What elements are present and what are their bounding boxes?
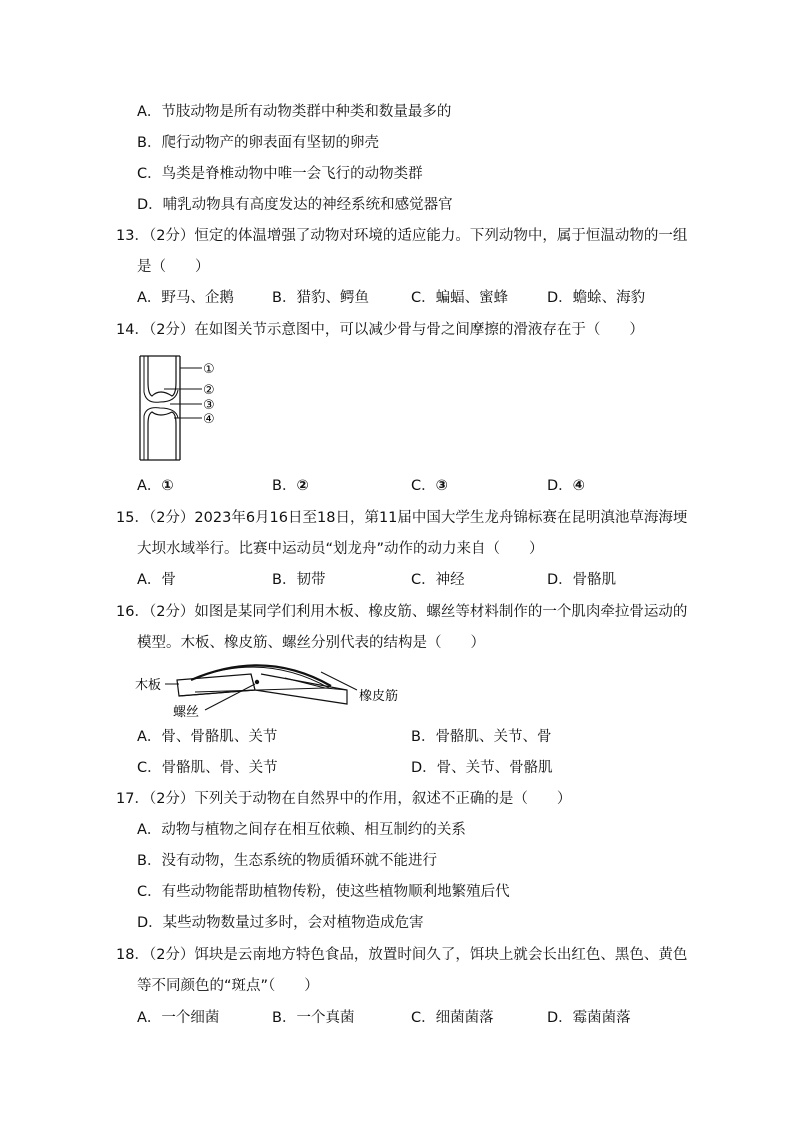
joint-diagram xyxy=(130,352,230,464)
q14-option-c-mark: ③ xyxy=(435,478,448,494)
q18-option-c: C．细菌菌落 xyxy=(411,1010,494,1026)
muscle-model-diagram xyxy=(135,660,415,720)
joint-label-1: ① xyxy=(203,362,215,377)
q13-stem-line2: 是（ ） xyxy=(137,259,210,275)
q15-option-c: C．神经 xyxy=(411,572,465,588)
joint-label-3: ③ xyxy=(203,398,215,413)
label-screw: 螺丝 xyxy=(173,705,200,720)
q17-stem-line1: 17．（2分）下列关于动物在自然界中的作用，叙述不正确的是（ ） xyxy=(116,791,572,807)
q14-option-c-letter: C． xyxy=(411,478,436,494)
q15-option-d: D．骨骼肌 xyxy=(547,572,617,588)
q13-stem-line1: 13．（2分）恒定的体温增强了动物对环境的适应能力。下列动物中，属于恒温动物的一组 xyxy=(116,228,688,244)
q16-option-b: B．骨骼肌、关节、骨 xyxy=(411,729,552,745)
q18-option-a: A．一个细菌 xyxy=(137,1010,220,1026)
q16-option-d: D．骨、关节、骨骼肌 xyxy=(411,760,553,776)
q14-option-d-mark: ④ xyxy=(572,478,585,494)
q13-option-b: B．猎豹、鳄鱼 xyxy=(272,290,369,306)
q13-option-d: D．蟾蜍、海豹 xyxy=(547,290,646,306)
q16-stem-line1: 16．（2分）如图是某同学们利用木板、橡皮筋、螺丝等材料制作的一个肌肉牵拉骨运动的 xyxy=(116,604,688,620)
q16-stem-line2: 模型。木板、橡皮筋、螺丝分别代表的结构是（ ） xyxy=(137,635,485,651)
q16-option-a: A．骨、骨骼肌、关节 xyxy=(137,729,278,745)
q16-option-c: C．骨骼肌、骨、关节 xyxy=(137,760,278,776)
q12-option-d: D．哺乳动物具有高度发达的神经系统和感觉器官 xyxy=(137,197,453,213)
q14-option-d-letter: D． xyxy=(547,478,573,494)
label-rubber-band: 橡皮筋 xyxy=(359,689,399,704)
q17-option-b: B．没有动物，生态系统的物质循环就不能进行 xyxy=(137,853,437,869)
q14-option-b xyxy=(272,476,309,496)
q14-stem-line1: 14．（2分）在如图关节示意图中，可以减少骨与骨之间摩擦的滑液存在于（ ） xyxy=(116,322,644,338)
q14-option-a-mark: ① xyxy=(161,478,174,494)
q14-option-c xyxy=(411,476,448,496)
q18-stem-line1: 18．（2分）饵块是云南地方特色食品，放置时间久了，饵块上就会长出红色、黑色、黄色 xyxy=(116,947,688,963)
q14-option-b-mark: ② xyxy=(296,478,309,494)
q14-option-a xyxy=(137,476,174,496)
q15-option-b: B．韧带 xyxy=(272,572,326,588)
q15-stem-line1: 15．（2分）2023年6月16日至18日，第11届中国大学生龙舟锦标赛在昆明滇池草海海埂 xyxy=(116,510,688,526)
q18-option-b: B．一个真菌 xyxy=(272,1010,355,1026)
q15-stem-line2: 大坝水域举行。比赛中运动员“划龙舟”动作的动力来自（ ） xyxy=(137,541,544,557)
q17-option-c: C．有些动物能帮助植物传粉，使这些植物顺利地繁殖后代 xyxy=(137,884,510,900)
q15-option-a: A．骨 xyxy=(137,572,176,588)
q14-option-b-letter: B． xyxy=(272,478,297,494)
label-board: 木板 xyxy=(135,678,162,693)
joint-label-4: ④ xyxy=(203,412,215,427)
q12-option-a: A．节肢动物是所有动物类群中种类和数量最多的 xyxy=(137,104,452,120)
q18-option-d: D．霉菌菌落 xyxy=(547,1010,631,1026)
joint-label-2: ② xyxy=(203,383,215,398)
q12-option-c: C．鸟类是脊椎动物中唯一会飞行的动物类群 xyxy=(137,166,423,182)
q12-option-b: B．爬行动物产的卵表面有坚韧的卵壳 xyxy=(137,135,379,151)
q18-stem-line2: 等不同颜色的“斑点”（ ） xyxy=(137,978,319,994)
q17-option-a: A．动物与植物之间存在相互依赖、相互制约的关系 xyxy=(137,822,466,838)
q13-option-c: C．蝙蝠、蜜蜂 xyxy=(411,290,509,306)
q14-option-d xyxy=(547,476,585,496)
q14-option-a-letter: A． xyxy=(137,478,162,494)
q13-option-a: A．野马、企鹅 xyxy=(137,290,234,306)
q17-option-d: D．某些动物数量过多时，会对植物造成危害 xyxy=(137,915,424,931)
